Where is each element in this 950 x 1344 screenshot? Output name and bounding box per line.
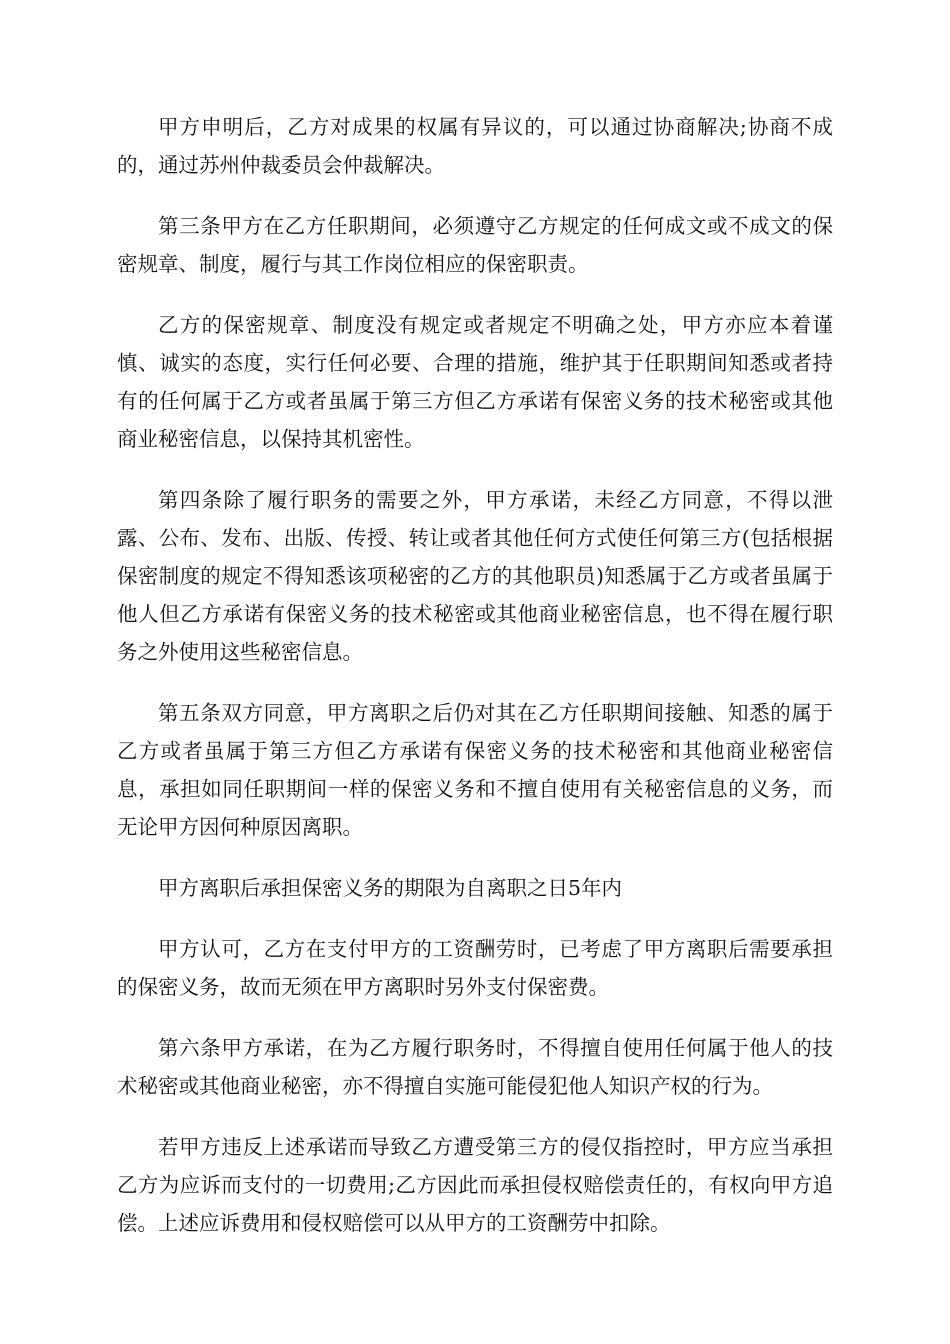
paragraph-article-5: 第五条双方同意，甲方离职之后仍对其在乙方任职期间接触、知悉的属于乙方或者虽属于第三方但乙方承诺有保密义务的技术秘密和其他商业秘密信息，承担如同任职期间一样的保密义务和不擅自使用有关秘密信息的义务，而无论甲方因何种原因离职。 — [117, 701, 833, 839]
paragraph-compensation: 甲方认可，乙方在支付甲方的工资酬劳时，已考虑了甲方离职后需要承担的保密义务，故而无须在甲方离职时另外支付保密费。 — [117, 937, 833, 999]
paragraph-infringement-liability: 若甲方违反上述承诺而导致乙方遭受第三方的侵仅指控时，甲方应当承担乙方为应诉而支付的一切费用;乙方因此而承担侵权赔偿责任的，有权向甲方追偿。上述应诉费用和侵权赔偿可以从甲方的工资酬劳中扣除。 — [117, 1135, 833, 1235]
paragraph-ownership-dispute: 甲方申明后，乙方对成果的权属有异议的，可以通过协商解决;协商不成的，通过苏州仲裁委员会仲裁解决。 — [117, 115, 833, 177]
paragraph-article-3-supplement: 乙方的保密规章、制度没有规定或者规定不明确之处，甲方亦应本着谨慎、诚实的态度，实行任何必要、合理的措施，维护其于任职期间知悉或者持有的任何属于乙方或者虽属于第三方但乙方承诺有保密义务的技术秘密或其他商业秘密信息，以保持其机密性。 — [117, 313, 833, 451]
document-body — [117, 108, 833, 1265]
paragraph-article-3: 第三条甲方在乙方任职期间，必须遵守乙方规定的任何成文或不成文的保密规章、制度，履行与其工作岗位相应的保密职责。 — [117, 214, 833, 276]
paragraph-confidentiality-term: 甲方离职后承担保密义务的期限为自离职之日5年内 — [158, 876, 623, 900]
paragraph-article-4: 第四条除了履行职务的需要之外，甲方承诺，未经乙方同意，不得以泄露、公布、发布、出版、传授、转让或者其他任何方式使任何第三方(包括根据保密制度的规定不得知悉该项秘密的乙方的其他职员)知悉属于乙方或者虽属于他人但乙方承诺有保密义务的技术秘密或其他商业秘密信息，也不得在履行职务之外使用这些秘密信息。 — [117, 488, 833, 664]
paragraph-article-6: 第六条甲方承诺，在为乙方履行职务时，不得擅自使用任何属于他人的技术秘密或其他商业秘密，亦不得擅自实施可能侵犯他人知识产权的行为。 — [117, 1036, 833, 1098]
